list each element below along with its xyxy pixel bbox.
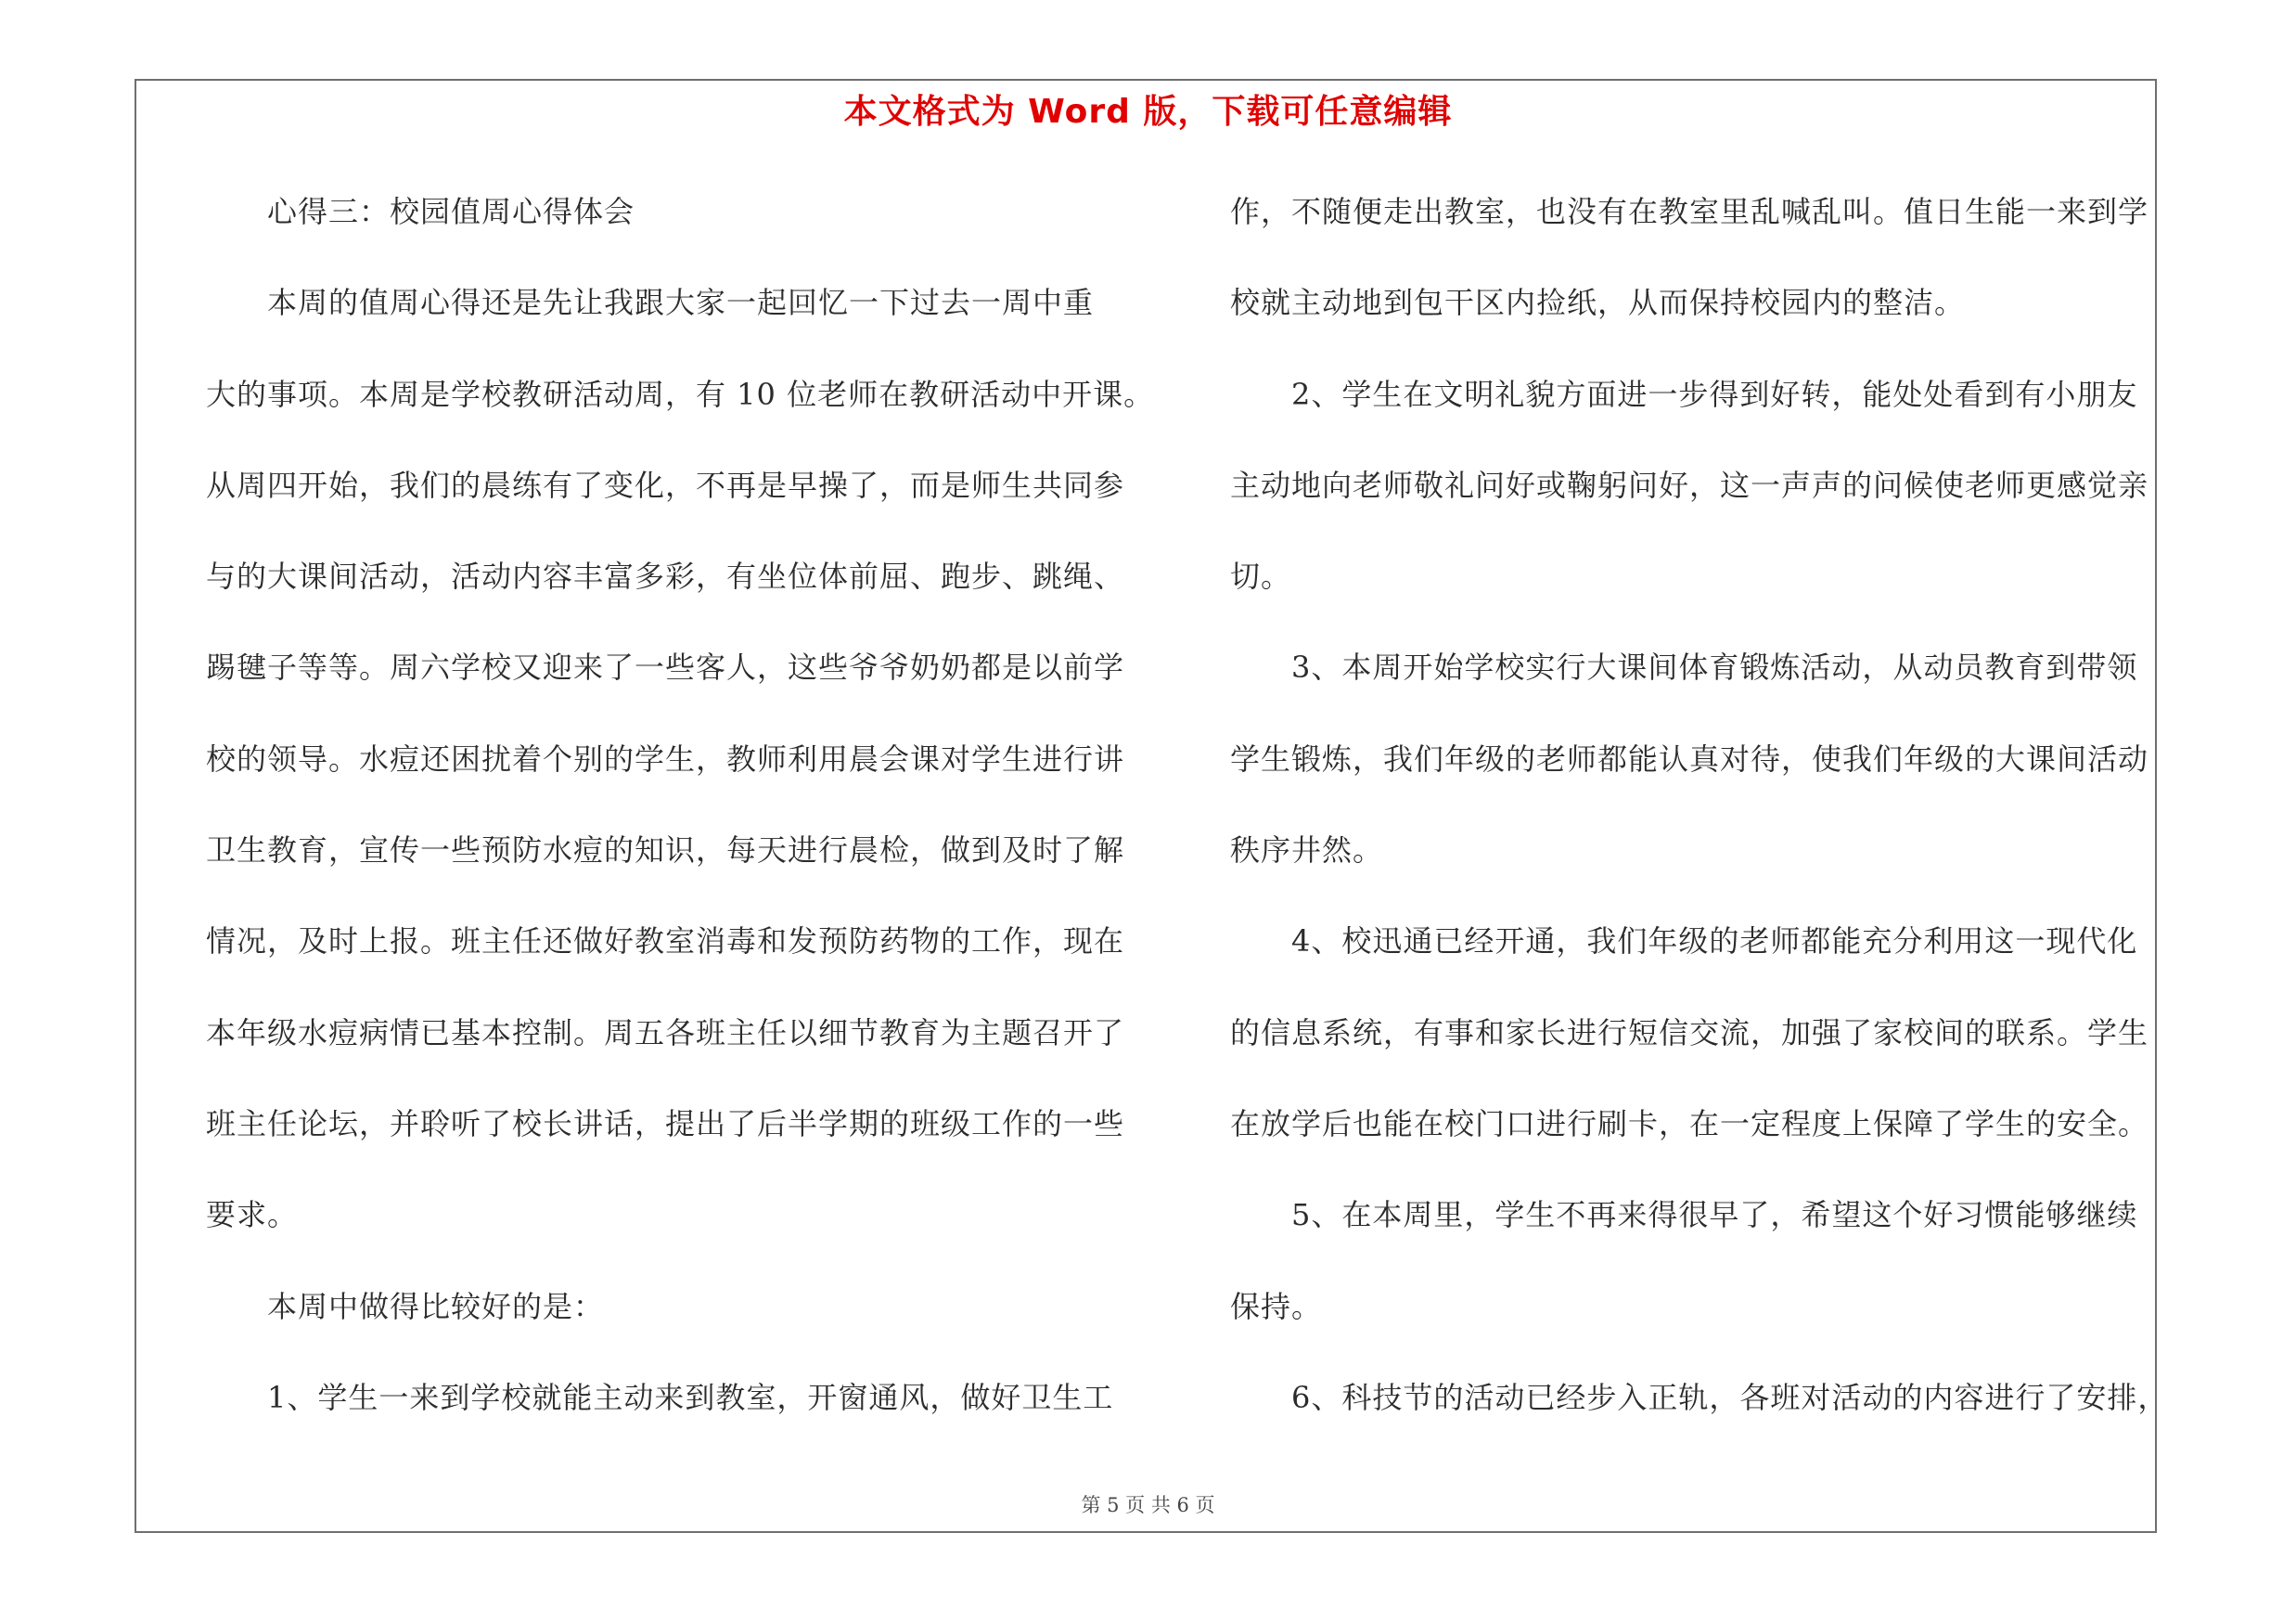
left-column bbox=[206, 184, 1155, 1461]
text-line: 校就主动地到包干区内捡纸，从而保持校园内的整洁。 bbox=[1230, 285, 1966, 321]
text-line: 作，不随便走出教室，也没有在教室里乱喊乱叫。值日生能一来到学 bbox=[1230, 194, 2149, 229]
text-line: 本周的值周心得还是先让我跟大家一起回忆一下过去一周中重 bbox=[206, 285, 1095, 321]
word-format-banner: 本文格式为 Word 版，下载可任意编辑 bbox=[843, 93, 1453, 131]
text-line: 心得三：校园值周心得体会 bbox=[206, 194, 635, 229]
text-line: 2、学生在文明礼貌方面进一步得到好转，能处处看到有小朋友 bbox=[1230, 376, 2138, 412]
text-line: 校的领导。水痘还困扰着个别的学生，教师利用晨会课对学生进行讲 bbox=[206, 741, 1125, 777]
text-line: 与的大课间活动，活动内容丰富多彩，有坐位体前屈、跑步、跳绳、 bbox=[206, 559, 1125, 595]
text-line: 4、校迅通已经开通，我们年级的老师都能充分利用这一现代化 bbox=[1230, 923, 2138, 960]
text-line: 班主任论坛，并聆听了校长讲话，提出了后半学期的班级工作的一些 bbox=[206, 1105, 1125, 1141]
text-line: 主动地向老师敬礼问好或鞠躬问好，这一声声的问候使老师更感觉亲 bbox=[1230, 467, 2149, 503]
text-line: 6、科技节的活动已经步入正轨，各班对活动的内容进行了安排， bbox=[1230, 1379, 2169, 1415]
right-column bbox=[1230, 184, 2167, 1461]
text-line: 踢毽子等等。周六学校又迎来了一些客人，这些爷爷奶奶都是以前学 bbox=[206, 650, 1125, 686]
text-line: 5、在本周里，学生不再来得很早了，希望这个好习惯能够继续 bbox=[1230, 1197, 2138, 1233]
text-line: 卫生教育，宣传一些预防水痘的知识，每天进行晨检，做到及时了解 bbox=[206, 832, 1125, 869]
text-line: 3、本周开始学校实行大课间体育锻炼活动，从动员教育到带领 bbox=[1230, 650, 2138, 686]
text-line: 秩序井然。 bbox=[1230, 832, 1384, 869]
text-line: 学生锻炼，我们年级的老师都能认真对待，使我们年级的大课间活动 bbox=[1230, 741, 2149, 777]
text-line: 要求。 bbox=[206, 1197, 299, 1233]
text-line: 大的事项。本周是学校教研活动周，有 10 位老师在教研活动中开课。 bbox=[206, 376, 1155, 412]
page-number-footer: 第 5 页 共 6 页 bbox=[1081, 1494, 1215, 1516]
text-line: 1、学生一来到学校就能主动来到教室，开窗通风，做好卫生工 bbox=[206, 1379, 1114, 1415]
text-line: 切。 bbox=[1230, 559, 1292, 595]
text-line: 本年级水痘病情已基本控制。周五各班主任以细节教育为主题召开了 bbox=[206, 1014, 1125, 1050]
text-line: 情况，及时上报。班主任还做好教室消毒和发预防药物的工作，现在 bbox=[206, 923, 1125, 960]
text-line: 从周四开始，我们的晨练有了变化，不再是早操了，而是师生共同参 bbox=[206, 467, 1125, 503]
text-line: 本周中做得比较好的是： bbox=[206, 1288, 605, 1324]
text-line: 保持。 bbox=[1230, 1288, 1323, 1324]
text-line: 的信息系统，有事和家长进行短信交流，加强了家校间的联系。学生 bbox=[1230, 1014, 2149, 1050]
text-line: 在放学后也能在校门口进行刷卡，在一定程度上保障了学生的安全。 bbox=[1230, 1105, 2149, 1141]
